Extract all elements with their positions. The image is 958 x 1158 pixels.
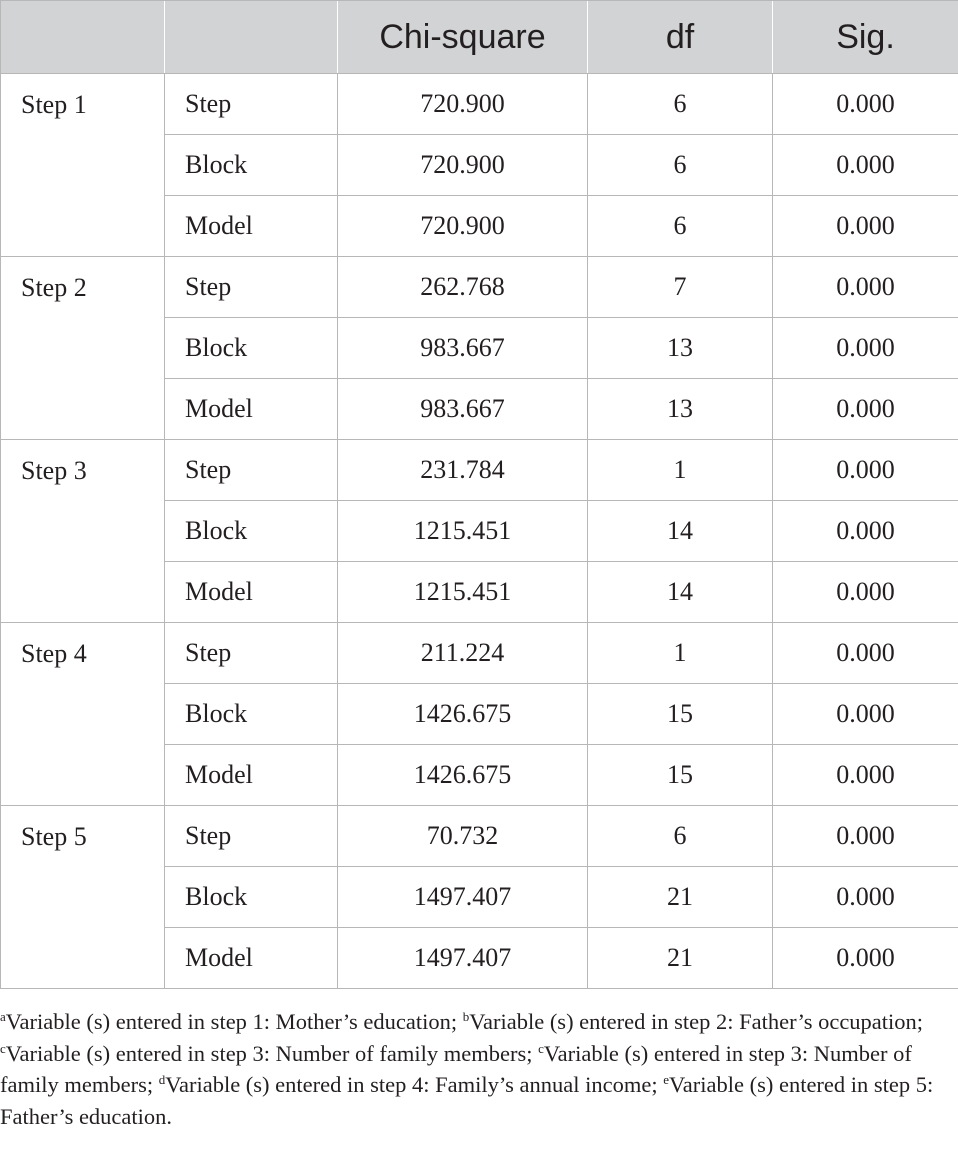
chi-square-cell: 70.732 [338,806,588,867]
table-header [1,1,958,74]
row-type-cell: Block [165,501,338,562]
row-type-cell: Block [165,135,338,196]
sig-cell: 0.000 [773,440,958,501]
row-type-cell: Model [165,745,338,806]
step-label: Step 2 [1,257,165,440]
footnote-text: Variable (s) entered in step 1: Mother’s education; [5,1009,463,1034]
sig-cell: 0.000 [773,318,958,379]
chi-square-cell: 983.667 [338,379,588,440]
footnote-marker: e [663,1072,669,1087]
footnote-marker: c [0,1040,6,1056]
chi-square-cell: 1497.407 [338,867,588,928]
step-label: Step 4 [1,623,165,806]
table-footnote [0,1006,958,1132]
row-type-cell: Block [165,318,338,379]
row-type-cell: Block [165,867,338,928]
chi-square-cell: 720.900 [338,196,588,257]
table-row [1,440,958,501]
df-cell: 6 [588,806,773,867]
df-cell: 6 [588,74,773,135]
header-sig: Sig. [773,1,958,74]
chi-square-cell: 1215.451 [338,501,588,562]
df-cell: 21 [588,928,773,989]
footnote-marker: d [158,1072,166,1087]
chi-square-cell: 231.784 [338,440,588,501]
chi-square-cell: 1426.675 [338,684,588,745]
sig-cell: 0.000 [773,501,958,562]
sig-cell: 0.000 [773,806,958,867]
header-row [1,1,958,74]
header-chi-square: Chi-square [338,1,588,74]
sig-cell: 0.000 [773,684,958,745]
sig-cell: 0.000 [773,257,958,318]
row-type-cell: Block [165,684,338,745]
chi-square-cell: 1215.451 [338,562,588,623]
row-type-cell: Step [165,440,338,501]
row-type-cell: Model [165,196,338,257]
table-row [1,623,958,684]
step-label: Step 3 [1,440,165,623]
footnote-text: Variable (s) entered in step 2: Father’s occupation; [469,1009,924,1034]
footnote-text: Variable (s) entered in step 5: Father’s education. [0,1072,934,1129]
footnote-marker: c [538,1040,544,1056]
df-cell: 13 [588,318,773,379]
table-row [1,74,958,135]
footnote-marker: b [462,1009,470,1024]
chi-square-cell: 983.667 [338,318,588,379]
sig-cell: 0.000 [773,74,958,135]
df-cell: 15 [588,745,773,806]
row-type-cell: Step [165,257,338,318]
sig-cell: 0.000 [773,867,958,928]
row-type-cell: Step [165,623,338,684]
footnote-text: Variable (s) entered in step 3: Number of family members; [5,1040,539,1066]
chi-square-cell: 1497.407 [338,928,588,989]
chi-square-cell: 262.768 [338,257,588,318]
df-cell: 1 [588,623,773,684]
df-cell: 6 [588,196,773,257]
row-type-cell: Step [165,806,338,867]
df-cell: 6 [588,135,773,196]
df-cell: 13 [588,379,773,440]
table-row [1,806,958,867]
chi-square-cell: 720.900 [338,74,588,135]
chi-square-cell: 1426.675 [338,745,588,806]
sig-cell: 0.000 [773,623,958,684]
footnote-text: Variable (s) entered in step 3: Number of family members; [0,1040,912,1097]
df-cell: 14 [588,562,773,623]
df-cell: 15 [588,684,773,745]
row-type-cell: Model [165,379,338,440]
step-label: Step 5 [1,806,165,989]
footnote-marker: a [0,1009,6,1024]
table-row [1,257,958,318]
df-cell: 21 [588,867,773,928]
sig-cell: 0.000 [773,928,958,989]
chi-square-cell: 720.900 [338,135,588,196]
row-type-cell: Model [165,928,338,989]
header-step [1,1,165,74]
sig-cell: 0.000 [773,562,958,623]
sig-cell: 0.000 [773,745,958,806]
sig-cell: 0.000 [773,196,958,257]
header-type [165,1,338,74]
row-type-cell: Step [165,74,338,135]
sig-cell: 0.000 [773,379,958,440]
df-cell: 14 [588,501,773,562]
sig-cell: 0.000 [773,135,958,196]
header-df: df [588,1,773,74]
df-cell: 7 [588,257,773,318]
row-type-cell: Model [165,562,338,623]
footnote-text: Variable (s) entered in step 4: Family’s annual income; [165,1072,664,1097]
table-body [1,74,958,989]
chi-square-cell: 211.224 [338,623,588,684]
step-label: Step 1 [1,74,165,257]
df-cell: 1 [588,440,773,501]
